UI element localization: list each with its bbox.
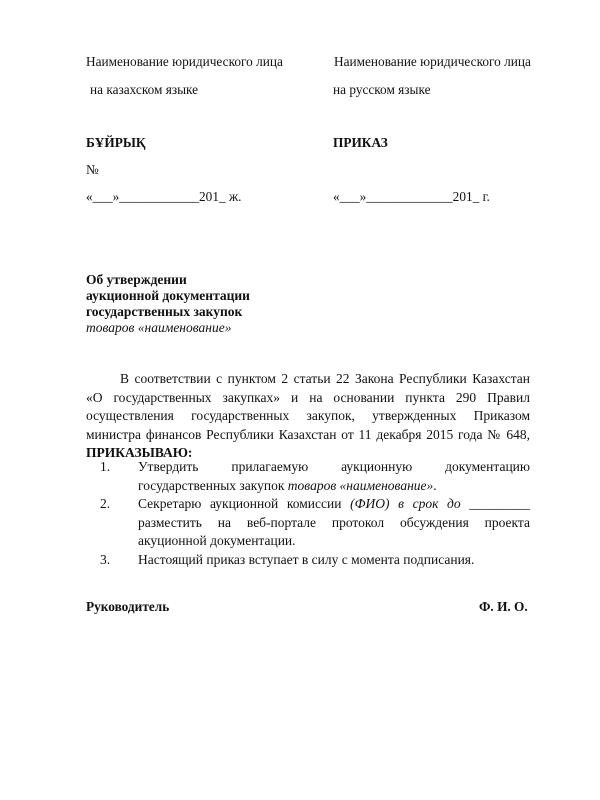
list-item-text: Настоящий приказ вступает в силу с момента подписания. [138,551,475,567]
org-name-ru-line2: на русском языке [333,82,431,97]
org-name-kz-line1: Наименование юридического лица [86,54,283,69]
order-word: ПРИКАЗЫВАЮ: [86,445,193,460]
preamble-text: В соответствии с пунктом 2 статьи 22 Закона Республики Казахстан «О государственных закупках» и на основании пункта 290 Правил осуществления государственных закупок, утвержденных Приказом министра финансов Республики Казахстан от 11 декабря 2015 года № 648, [86,371,530,442]
list-item-tail: _________ разместить на веб-портале протокол обсуждения проекта акуционной документации. [138,496,530,548]
order-number-label: № [86,162,99,177]
list-item [86,495,530,551]
date-line-kz: «___»____________201_ ж. [86,189,242,204]
list-item-italic: (ФИО) в срок до [350,496,461,511]
order-items-list [86,458,530,569]
title-line-4: товаров «наименование» [86,320,232,335]
preamble-paragraph [86,370,530,463]
title-line-3: государственных закупок [86,304,243,319]
title-line-2: аукционной документации [86,288,250,303]
doc-type-ru: ПРИКАЗ [333,135,388,150]
list-item-tail: . [433,477,437,493]
list-item-text: Утвердить прилагаемую аукционную документацию государственных закупок [138,459,530,493]
title-line-1: Об утверждении [86,272,187,287]
list-item-number: 3. [100,551,111,567]
list-item [86,551,530,570]
order-title [86,272,250,336]
date-line-ru: «___»_____________201_ г. [333,189,490,204]
list-item-text: Секретарю аукционной комиссии [138,496,351,511]
doc-type-kz: БҰЙРЫҚ [86,135,146,150]
list-item-number: 1. [100,459,111,474]
list-item-number: 2. [100,496,111,511]
list-item [86,458,530,495]
org-name-kz-line2: на казахском языке [90,82,199,97]
list-item-italic: товаров «наименование» [287,477,434,493]
signature-role: Руководитель [86,599,170,614]
org-name-ru-line1: Наименование юридического лица [334,54,531,69]
signature-name: Ф. И. О. [479,599,528,614]
